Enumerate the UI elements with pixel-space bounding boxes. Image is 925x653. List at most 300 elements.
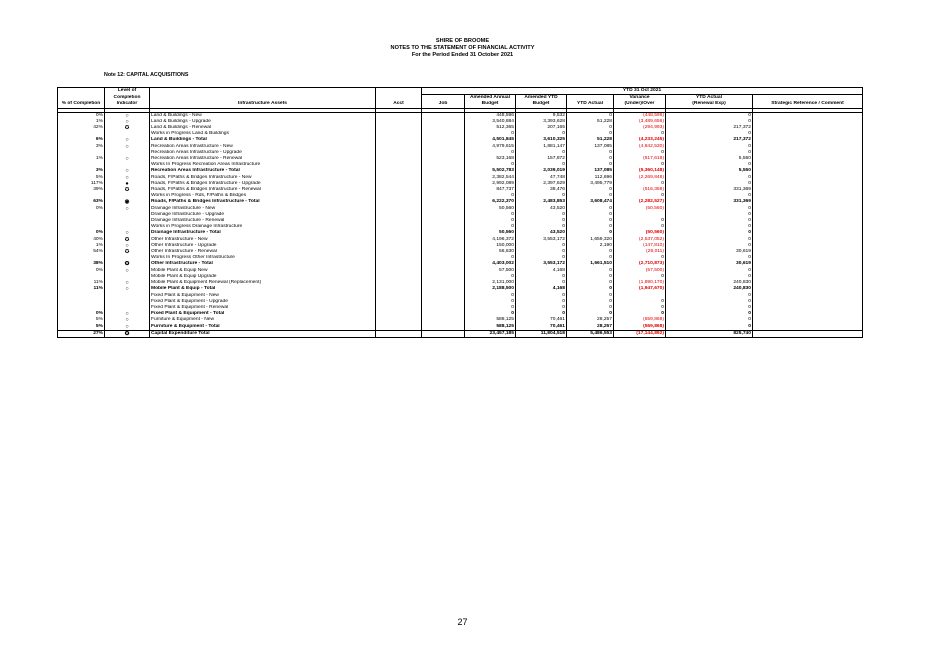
ytd-actual-cell: 0 [567,193,614,199]
indicator-cell: ✪ [105,237,150,243]
renewal-cell: 0 [666,150,753,156]
renewal-cell: 0 [666,218,753,224]
asset-name-cell: Other Infrastructure - New [150,237,376,243]
ytd-budget-cell: 0 [516,131,567,137]
renewal-cell: 0 [666,274,753,280]
ytd-heading: YTD 31 Oct 2021 [422,88,863,95]
variance-cell: (50,560) [614,206,666,212]
ytd-budget-cell: 0 [516,311,567,317]
indicator-cell: ○ [105,317,150,323]
renewal-cell: 0 [666,305,753,311]
annual-budget-cell: 2,131,000 [465,280,516,286]
variance-cell: (57,500) [614,268,666,274]
indicator-cell: ○ [105,324,150,331]
indicator-cell: ○ [105,230,150,236]
ytd-budget-cell: 0 [516,305,567,311]
variance-cell: 0 [614,181,666,187]
annual-budget-cell: 50,560 [465,230,516,236]
variance-cell: (2,537,052) [614,237,666,243]
acct-cell [376,330,422,337]
indicator-cell: ✪ [105,187,150,193]
acct-cell [376,112,422,119]
table-row [58,330,863,337]
asset-name-cell: Works in Progress - Rds, F/Paths & Bridges [150,193,376,199]
renewal-cell: 240,830 [666,280,753,286]
asset-name-cell: Other Infrastructure - Upgrade [150,243,376,249]
asset-name-cell: Other Infrastructure - Total [150,261,376,267]
ytd-budget-cell: 0 [516,274,567,280]
annual-budget-cell: 2,382,544 [465,175,516,181]
ytd-actual-cell: 0 [567,268,614,274]
percent-cell: 5% [58,317,105,323]
report-period: For the Period Ended 31 October 2021 [411,52,514,58]
col-level-1: Level of [105,88,150,95]
variance-cell: 0 [614,274,666,280]
renewal-cell: 0 [666,237,753,243]
indicator-cell: ○ [105,311,150,317]
variance-cell: (2,282,527) [614,199,666,205]
renewal-cell: 0 [666,224,753,230]
indicator-cell: ○ [105,206,150,212]
ytd-actual-cell: 0 [567,305,614,311]
ytd-actual-cell: 3,495,779 [567,181,614,187]
ytd-budget-cell: 2,483,853 [516,199,567,205]
ytd-actual-cell: 2,190 [567,243,614,249]
variance-cell: (2,710,873) [614,261,666,267]
ytd-actual-cell: 137,085 [567,168,614,174]
variance-cell: (517,618) [614,156,666,162]
ytd-budget-cell: 38,476 [516,187,567,193]
ytd-budget-cell: 11,804,518 [516,330,567,337]
ytd-actual-cell: 1,661,510 [567,261,614,267]
asset-name-cell: Recreation Areas Infrastructure - New [150,144,376,150]
percent-cell: 117% [58,181,105,187]
ytd-actual-cell: 28,257 [567,317,614,323]
indicator-cell: ○ [105,144,150,150]
indicator-cell: ◉ [105,199,150,205]
col-amended-annual-1: Amended Annual [465,95,516,102]
variance-cell: (3,489,656) [614,119,666,125]
asset-name-cell: Mobile Plant & Equip - Total [150,286,376,292]
asset-name-cell: Land & Buildings - Total [150,137,376,143]
variance-cell: (2,269,848) [614,175,666,181]
indicator-cell: ○ [105,175,150,181]
ytd-actual-cell: 0 [567,280,614,286]
renewal-cell: 0 [666,112,753,119]
ytd-budget-cell: 3,610,325 [516,137,567,143]
indicator-cell: ○ [105,268,150,274]
asset-name-cell: Fixed Plant & Equipment - Total [150,311,376,317]
renewal-cell: 0 [666,293,753,299]
ytd-actual-cell: 5,486,553 [567,330,614,337]
header-row-2 [58,95,863,102]
col-pct: % of Completion [58,101,105,108]
asset-name-cell: Recreation Areas Infrastructure - Total [150,168,376,174]
renewal-cell: 0 [666,299,753,305]
annual-budget-cell: 4,501,845 [465,137,516,143]
col-amended-ytd-1: Amended YTD [516,95,567,102]
col-level-2: Completion [105,95,150,102]
col-renewal-2: (Renewal Exp) [666,101,753,108]
job-cell [422,112,465,119]
ytd-actual-cell: 0 [567,112,614,119]
job-cell [422,330,465,337]
annual-budget-cell: 56,630 [465,249,516,255]
percent-cell: 27% [58,330,105,337]
header-row-3 [58,101,863,108]
percent-cell: 0% [58,230,105,236]
col-assets: Infrastructure Assets [150,101,376,108]
asset-name-cell: Drainage Infrastructure - New [150,206,376,212]
variance-cell: (147,810) [614,243,666,249]
variance-cell: (294,993) [614,125,666,131]
ytd-actual-cell: 3,608,474 [567,199,614,205]
annual-budget-cell: 0 [465,131,516,137]
col-job: Job [422,101,465,108]
ytd-budget-cell: 0 [516,299,567,305]
indicator-cell: ○ [105,156,150,162]
variance-cell: (448,596) [614,112,666,119]
asset-name-cell: Land & Buildings - Upgrade [150,119,376,125]
ytd-budget-cell: 0 [516,193,567,199]
ytd-actual-cell: 51,228 [567,137,614,143]
asset-name-cell: Land & Buildings - Renewal [150,125,376,131]
ytd-budget-cell: 1,881,147 [516,144,567,150]
annual-budget-cell: 2,188,500 [465,286,516,292]
ytd-budget-cell: 3,393,628 [516,119,567,125]
col-acct: Acct [376,101,422,108]
variance-cell: (1,890,170) [614,280,666,286]
percent-cell: 1% [58,156,105,162]
ytd-budget-cell: 207,165 [516,125,567,131]
asset-name-cell: Roads, F/Paths & Bridges Infrastructure - Upgrade [150,181,376,187]
renewal-cell: 0 [666,162,753,168]
variance-cell: (559,868) [614,324,666,331]
asset-name-cell: Works in Progress Land & Buildings [150,131,376,137]
asset-name-cell: Fixed Plant & Equipment - Upgrade [150,299,376,305]
annual-budget-cell: 150,000 [465,243,516,249]
ytd-actual-cell: 0 [567,131,614,137]
ytd-actual-cell: 0 [567,249,614,255]
ytd-actual-cell: 0 [567,212,614,218]
ytd-actual-cell: 0 [567,274,614,280]
ytd-actual-cell: 28,257 [567,324,614,331]
ytd-budget-cell: 2,039,019 [516,168,567,174]
variance-cell: (4,233,245) [614,137,666,143]
ytd-budget-cell: 0 [516,249,567,255]
variance-cell: (559,868) [614,317,666,323]
ytd-budget-cell: 0 [516,224,567,230]
col-variance-2: (Under)/Over [614,101,666,108]
annual-budget-cell: 523,168 [465,156,516,162]
variance-cell: 0 [614,218,666,224]
renewal-cell: 825,740 [666,330,753,337]
ytd-actual-cell: 112,696 [567,175,614,181]
header-row-1 [58,88,863,95]
indicator-cell: ✪ [105,249,150,255]
col-amended-annual-2: Budget [465,101,516,108]
variance-cell: 0 [614,311,666,317]
annual-budget-cell: 0 [465,218,516,224]
ytd-actual-cell: 0 [567,224,614,230]
ytd-budget-cell: 70,461 [516,317,567,323]
renewal-cell: 240,830 [666,286,753,292]
percent-cell: 6% [58,137,105,143]
ytd-actual-cell: 0 [567,311,614,317]
variance-cell: 0 [614,305,666,311]
annual-budget-cell: 4,196,372 [465,237,516,243]
percent-cell: 5% [58,175,105,181]
variance-cell: 0 [614,255,666,261]
asset-name-cell: Works in Progress Drainage Infrastructure [150,224,376,230]
renewal-cell: 0 [666,268,753,274]
page-number: 27 [457,617,468,627]
col-renewal-1: YTD Actual [666,95,753,102]
ytd-budget-cell: 0 [516,150,567,156]
percent-cell: 5% [58,324,105,331]
percent-cell: 0% [58,311,105,317]
renewal-cell: 5,550 [666,156,753,162]
ytd-budget-cell: 4,168 [516,286,567,292]
asset-name-cell: Roads, F/Paths & Bridges Infrastructure - Total [150,199,376,205]
ytd-actual-cell: 0 [567,230,614,236]
renewal-cell: 0 [666,255,753,261]
annual-budget-cell: 4,403,002 [465,261,516,267]
asset-name-cell: Works In Progress Recreation Areas Infrastructure [150,162,376,168]
variance-cell: 0 [614,224,666,230]
percent-cell: 40% [58,237,105,243]
renewal-cell: 0 [666,175,753,181]
table-row [58,112,863,119]
ytd-actual-cell: 51,228 [567,119,614,125]
variance-cell: 0 [614,162,666,168]
comment-cell [753,324,863,331]
capital-acquisitions-table [57,87,863,338]
col-level-3: Indicator [105,101,150,108]
percent-cell: 38% [58,261,105,267]
ytd-budget-cell: 43,520 [516,230,567,236]
ytd-budget-cell: 0 [516,280,567,286]
variance-cell: 0 [614,299,666,305]
renewal-cell: 0 [666,131,753,137]
renewal-cell: 0 [666,212,753,218]
ytd-actual-cell: 0 [567,125,614,131]
renewal-cell: 0 [666,206,753,212]
percent-cell: 11% [58,286,105,292]
asset-name-cell: Other Infrastructure - Renewal [150,249,376,255]
percent-cell: 39% [58,187,105,193]
annual-budget-cell: 512,365 [465,125,516,131]
ytd-budget-cell: 0 [516,243,567,249]
annual-budget-cell: 0 [465,150,516,156]
annual-budget-cell: 0 [465,293,516,299]
asset-name-cell: Fixed Plant & Equipment - New [150,293,376,299]
ytd-budget-cell: 3,553,172 [516,237,567,243]
comment-cell [753,330,863,337]
percent-cell: 0% [58,268,105,274]
ytd-actual-cell: 1,659,320 [567,237,614,243]
variance-cell: 0 [614,193,666,199]
indicator-cell: ○ [105,286,150,292]
ytd-budget-cell: 2,397,629 [516,181,567,187]
renewal-cell: 0 [666,144,753,150]
acct-cell [376,324,422,331]
ytd-actual-cell: 0 [567,286,614,292]
ytd-budget-cell: 4,168 [516,268,567,274]
ytd-actual-cell: 0 [567,293,614,299]
col-variance-1: Variance [614,95,666,102]
col-ytd-actual: YTD Actual [567,101,614,108]
variance-cell: 0 [614,150,666,156]
ytd-actual-cell: 137,085 [567,144,614,150]
indicator-cell: ○ [105,243,150,249]
percent-cell: 1% [58,119,105,125]
annual-budget-cell: 0 [465,274,516,280]
ytd-budget-cell: 3,553,172 [516,261,567,267]
indicator-cell: ○ [105,280,150,286]
renewal-cell: 331,369 [666,187,753,193]
variance-cell: (5,360,148) [614,168,666,174]
asset-name-cell: Drainage Infrastructure - Upgrade [150,212,376,218]
subtotal-row [58,324,863,331]
ytd-budget-cell: 0 [516,293,567,299]
renewal-cell: 217,372 [666,137,753,143]
annual-budget-cell: 4,979,615 [465,144,516,150]
annual-budget-cell: 57,500 [465,268,516,274]
asset-name-cell: Furniture & Equipment - Total [150,324,376,331]
asset-name-cell: Mobile Plant & Equip New [150,268,376,274]
variance-cell: 0 [614,131,666,137]
col-comment: Strategic Reference / Comment [753,101,863,108]
ytd-actual-cell: 0 [567,206,614,212]
asset-name-cell: Drainage Infrastructure - Renewal [150,218,376,224]
asset-name-cell: Land & Buildings - New [150,112,376,119]
ytd-actual-cell: 0 [567,156,614,162]
percent-cell: 0% [58,112,105,119]
percent-cell: 1% [58,243,105,249]
annual-budget-cell: 588,125 [465,324,516,331]
report-org: SHIRE OF BROOME [435,38,490,44]
renewal-cell: 0 [666,311,753,317]
annual-budget-cell: 0 [465,305,516,311]
ytd-actual-cell: 0 [567,218,614,224]
percent-cell: 0% [58,206,105,212]
renewal-cell: 0 [666,181,753,187]
asset-name-cell: Fixed Plant & Equipment - Renewal [150,305,376,311]
ytd-budget-cell: 70,461 [516,324,567,331]
report-title: NOTES TO THE STATEMENT OF FINANCIAL ACTIVITY [390,45,535,51]
asset-name-cell: Works In Progress Other Infrastructure [150,255,376,261]
ytd-budget-cell: 0 [516,212,567,218]
annual-budget-cell: 0 [465,193,516,199]
variance-cell: (516,368) [614,187,666,193]
annual-budget-cell: 0 [465,162,516,168]
ytd-actual-cell: 0 [567,187,614,193]
percent-cell: 54% [58,249,105,255]
asset-name-cell: Recreation Areas Infrastructure - Upgrade [150,150,376,156]
annual-budget-cell: 0 [465,299,516,305]
indicator-cell: ● [105,181,150,187]
percent-cell: 3% [58,144,105,150]
ytd-budget-cell: 0 [516,255,567,261]
asset-name-cell: Mobile Plant & Equipment Renewal (Replacement) [150,280,376,286]
renewal-cell: 0 [666,230,753,236]
variance-cell: (17,144,892) [614,330,666,337]
indicator-cell: ✪ [105,125,150,131]
indicator-cell: ○ [105,137,150,143]
job-cell [422,324,465,331]
renewal-cell: 0 [666,243,753,249]
ytd-actual-cell: 0 [567,162,614,168]
indicator-cell: ○ [105,119,150,125]
ytd-budget-cell: 9,532 [516,112,567,119]
renewal-cell: 30,619 [666,261,753,267]
variance-cell: (26,011) [614,249,666,255]
percent-cell: 3% [58,168,105,174]
indicator-cell: ○ [105,168,150,174]
ytd-budget-cell: 157,872 [516,156,567,162]
ytd-actual-cell: 0 [567,299,614,305]
renewal-cell: 5,550 [666,168,753,174]
asset-name-cell: Roads, F/Paths & Bridges Infrastructure - New [150,175,376,181]
annual-budget-cell: 50,560 [465,206,516,212]
indicator-cell: ✪ [105,261,150,267]
annual-budget-cell: 588,125 [465,317,516,323]
percent-cell: 42% [58,125,105,131]
renewal-cell: 0 [666,119,753,125]
renewal-cell: 0 [666,324,753,331]
ytd-budget-cell: 47,748 [516,175,567,181]
annual-budget-cell: 448,596 [465,112,516,119]
variance-cell: (1,947,670) [614,286,666,292]
asset-name-cell: Drainage Infrastructure - Total [150,230,376,236]
comment-cell [753,112,863,119]
ytd-budget-cell: 0 [516,218,567,224]
asset-name-cell: Furniture & Equipment - New [150,317,376,323]
renewal-cell: 30,619 [666,249,753,255]
indicator-cell: ○ [105,112,150,119]
asset-name-cell: Recreation Areas Infrastructure - Renewal [150,156,376,162]
annual-budget-cell: 0 [465,224,516,230]
percent-cell: 11% [58,280,105,286]
percent-cell: 63% [58,199,105,205]
col-amended-ytd-2: Budget [516,101,567,108]
renewal-cell: 217,372 [666,125,753,131]
annual-budget-cell: 847,737 [465,187,516,193]
ytd-budget-cell: 0 [516,162,567,168]
renewal-cell: 331,369 [666,199,753,205]
annual-budget-cell: 0 [465,255,516,261]
ytd-budget-cell: 43,520 [516,206,567,212]
annual-budget-cell: 3,540,884 [465,119,516,125]
annual-budget-cell: 5,502,783 [465,168,516,174]
variance-cell: (50,560) [614,230,666,236]
annual-budget-cell: 2,992,089 [465,181,516,187]
asset-name-cell: Roads, F/Paths & Bridges Infrastructure - Renewal [150,187,376,193]
annual-budget-cell: 0 [465,311,516,317]
ytd-actual-cell: 0 [567,150,614,156]
indicator-cell: ✪ [105,330,150,337]
asset-name-cell: Mobile Plant & Equip Upgrade [150,274,376,280]
annual-budget-cell: 6,222,370 [465,199,516,205]
renewal-cell: 0 [666,317,753,323]
ytd-actual-cell: 0 [567,255,614,261]
renewal-cell: 0 [666,193,753,199]
annual-budget-cell: 0 [465,212,516,218]
note-title: Note 12: CAPITAL ACQUISITIONS [104,72,189,78]
annual-budget-cell: 23,457,185 [465,330,516,337]
asset-name-cell: Capital Expenditure Total [150,330,376,337]
